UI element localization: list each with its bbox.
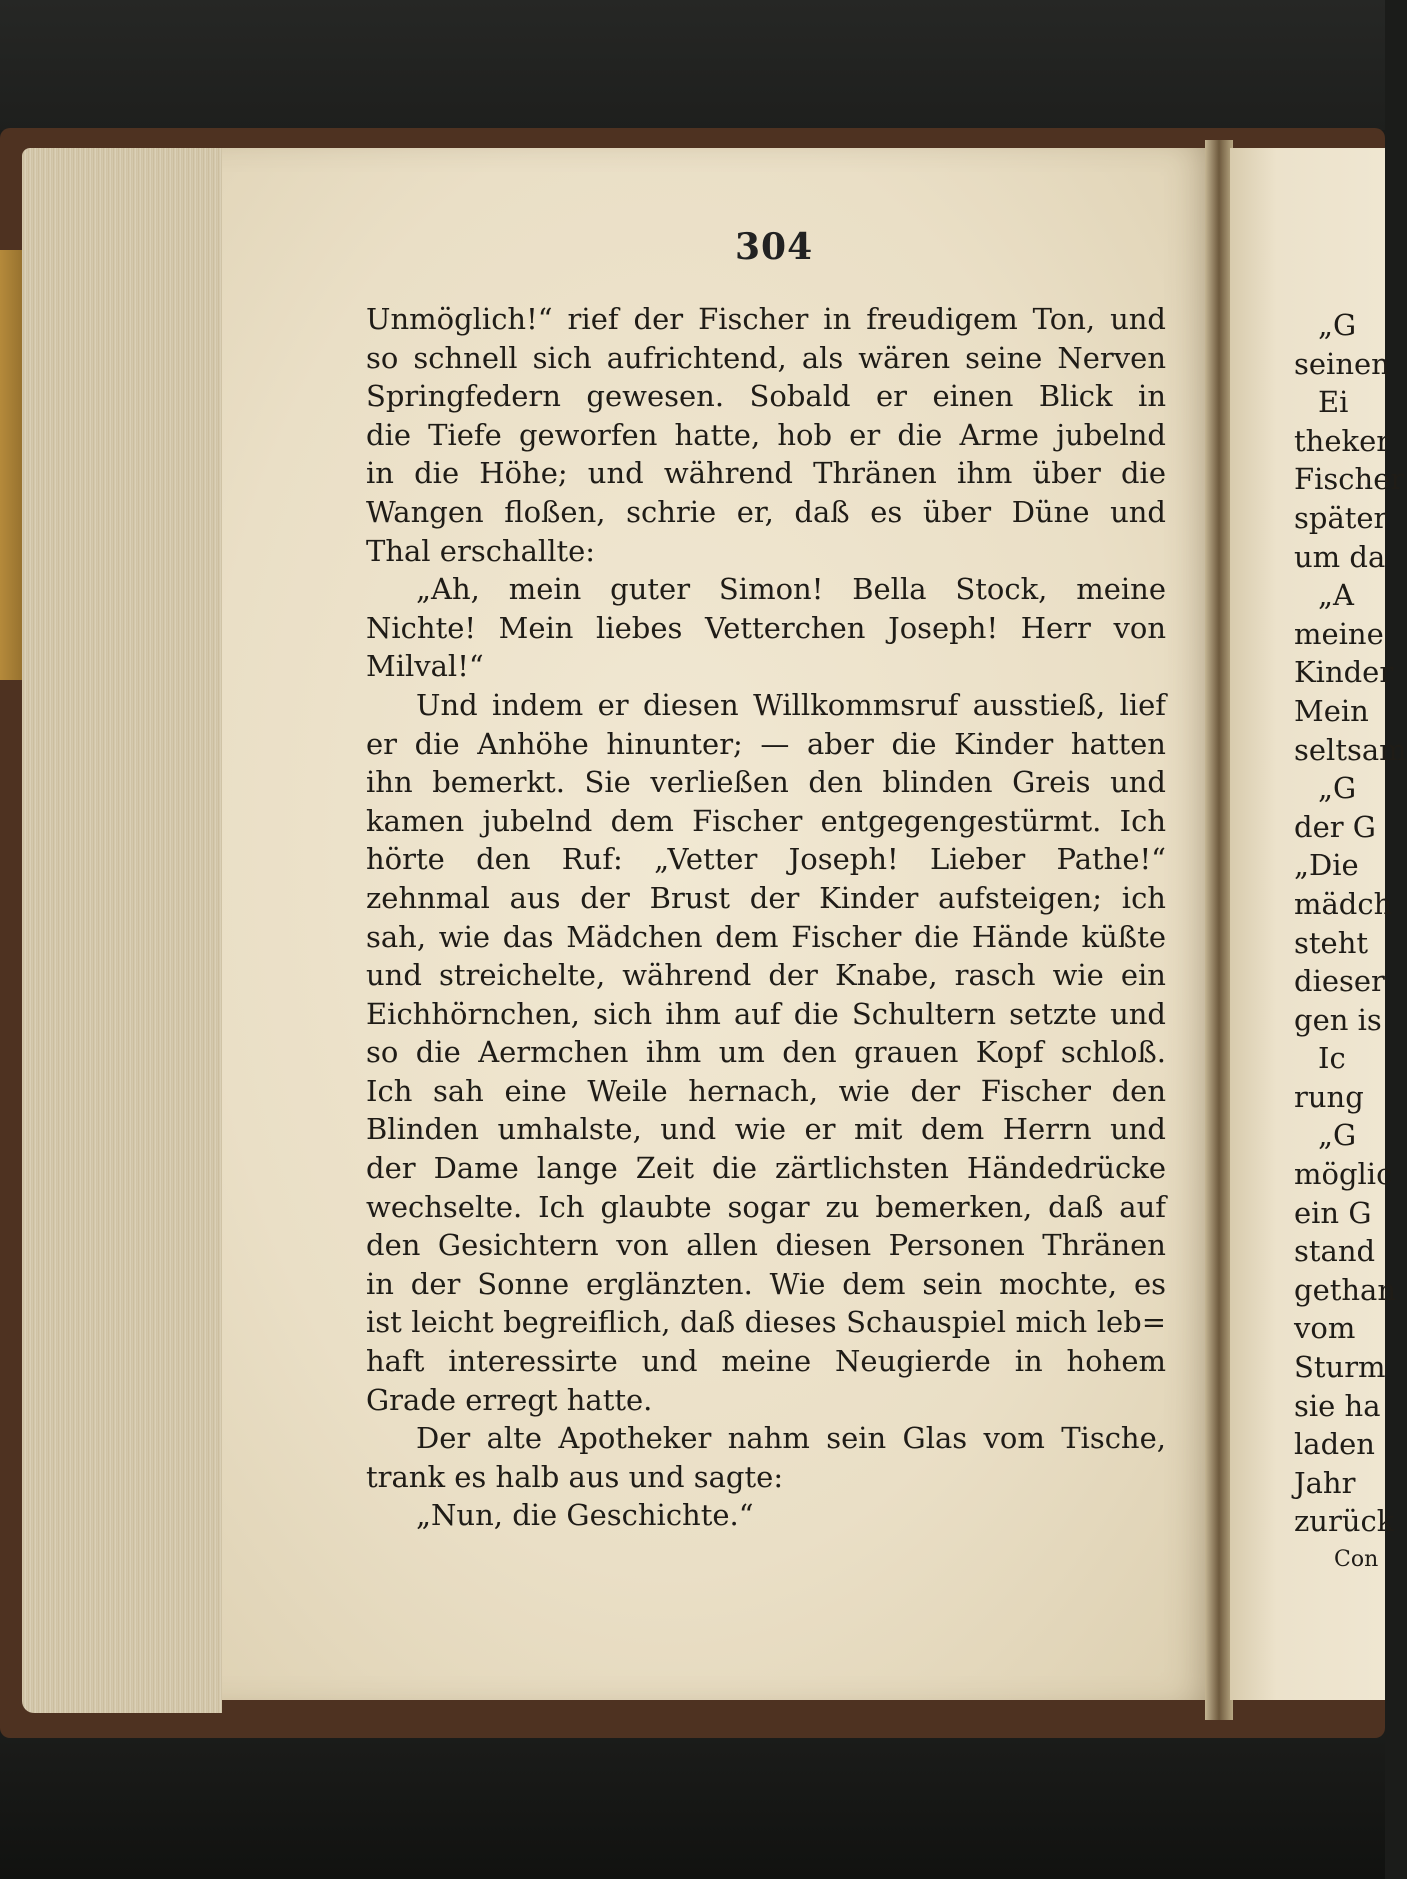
text-line: ihn bemerkt. Sie verließen den blinden Greis und xyxy=(366,765,1166,800)
right-text-line: laden xyxy=(1294,1427,1375,1462)
right-text-line: seinen xyxy=(1294,346,1390,381)
right-text-line: Fischer xyxy=(1294,462,1405,497)
right-text-line: möglic xyxy=(1294,1157,1393,1192)
text-line: die Tiefe geworfen hatte, hob er die Arme jubelnd xyxy=(366,417,1166,452)
right-text-line: mädch xyxy=(1294,886,1393,921)
background-top xyxy=(0,0,1385,130)
book-gutter xyxy=(1205,140,1233,1720)
right-text-line: meine xyxy=(1294,616,1384,651)
right-text-line: Mein xyxy=(1294,693,1369,728)
text-line: Und indem er diesen Willkommsruf ausstieß, lief xyxy=(416,687,1166,722)
text-line: Thal erschallte: xyxy=(366,533,596,568)
text-line: der Dame lange Zeit die zärtlichsten Händedrücke xyxy=(366,1151,1166,1186)
text-line: so die Aermchen ihm um den grauen Kopf schloß. xyxy=(366,1035,1166,1070)
text-line: Nichte! Mein liebes Vetterchen Joseph! Herr von xyxy=(366,610,1166,645)
text-line: Blinden umhalste, und wie er mit dem Herrn und xyxy=(366,1112,1166,1147)
right-text-line: dieser xyxy=(1294,964,1385,999)
page-stack-edge xyxy=(22,148,222,1713)
text-line: so schnell sich aufrichtend, als wären seine Nerven xyxy=(366,340,1166,375)
text-line: und streichelte, während der Knabe, rasch wie ein xyxy=(366,958,1166,993)
right-text-line: „G xyxy=(1318,308,1357,342)
right-page-text xyxy=(1294,306,1407,1580)
right-text-line: „Die xyxy=(1294,848,1359,883)
text-line: sah, wie das Mädchen dem Fischer die Hände küßte xyxy=(366,919,1166,954)
right-text-line: „G xyxy=(1318,771,1357,806)
right-text-line: gethan xyxy=(1294,1272,1397,1307)
right-text-line: Kinder xyxy=(1294,655,1394,690)
right-text-line: seltsam xyxy=(1294,732,1407,767)
right-text-line: gen is xyxy=(1294,1002,1382,1037)
right-text-line: der G xyxy=(1294,809,1376,844)
text-line: Grade erregt hatte. xyxy=(366,1382,653,1417)
text-line: Springfedern gewesen. Sobald er einen Blick in xyxy=(366,379,1166,414)
text-line: ist leicht begreiflich, daß dieses Schauspiel mich leb= xyxy=(366,1305,1166,1340)
page-number: 304 xyxy=(735,226,814,268)
right-text-line: rung xyxy=(1294,1079,1364,1114)
text-line: Eichhörnchen, sich ihm auf die Schultern setzte und xyxy=(366,996,1166,1031)
text-line: haft interessirte und meine Neugierde in hohem xyxy=(366,1344,1166,1379)
right-text-line: sie ha xyxy=(1294,1388,1381,1423)
text-line: zehnmal aus der Brust der Kinder aufsteigen; ich xyxy=(366,880,1166,915)
right-text-line: Jahr xyxy=(1294,1465,1356,1500)
text-line: er die Anhöhe hinunter; — aber die Kinder hatten xyxy=(366,726,1166,761)
right-text-line: stand xyxy=(1294,1234,1376,1269)
right-text-line: später xyxy=(1294,500,1388,535)
text-line: den Gesichtern von allen diesen Personen Thränen xyxy=(366,1228,1166,1263)
right-text-line: „A xyxy=(1318,578,1354,613)
text-line: Unmöglich!“ rief der Fischer in freudigem Ton, und xyxy=(366,302,1166,336)
text-line: trank es halb aus und sagte: xyxy=(366,1459,784,1494)
text-line: „Ah, mein guter Simon! Bella Stock, meine xyxy=(416,572,1166,607)
right-text-line: Ic xyxy=(1318,1041,1346,1076)
text-line: in der Sonne erglänzten. Wie dem sein mochte, es xyxy=(366,1266,1166,1301)
right-text-line: zurück xyxy=(1294,1504,1395,1539)
right-text-line: theker xyxy=(1294,423,1391,458)
right-text-line: steht xyxy=(1294,925,1369,960)
text-line: Ich sah eine Weile hernach, wie der Fischer den xyxy=(366,1073,1166,1108)
right-text-line: ein G xyxy=(1294,1195,1372,1230)
text-line: Der alte Apotheker nahm sein Glas vom Tische, xyxy=(416,1421,1166,1456)
text-line: Wangen floßen, schrie er, daß es über Düne und xyxy=(366,494,1166,529)
right-text-line: Ei xyxy=(1318,385,1349,420)
text-line: „Nun, die Geschichte.“ xyxy=(416,1498,754,1533)
text-line: Milval!“ xyxy=(366,649,484,684)
text-line: wechselte. Ich glaubte sogar zu bemerken, daß auf xyxy=(366,1189,1166,1224)
right-text-line: Sturm xyxy=(1294,1350,1386,1385)
background-bottom xyxy=(0,1720,1385,1879)
left-page-text xyxy=(366,300,1166,1535)
right-text-line: um da xyxy=(1294,539,1386,574)
text-line: in die Höhe; und während Thränen ihm über die xyxy=(366,456,1166,491)
text-line: kamen jubelnd dem Fischer entgegengestürmt. Ich xyxy=(366,803,1166,838)
right-text-line: „G xyxy=(1318,1118,1357,1153)
text-line: hörte den Ruf: „Vetter Joseph! Lieber Pathe!“ xyxy=(366,842,1166,877)
signature-mark: Con xyxy=(1334,1547,1379,1572)
right-text-line: vom xyxy=(1294,1311,1356,1346)
